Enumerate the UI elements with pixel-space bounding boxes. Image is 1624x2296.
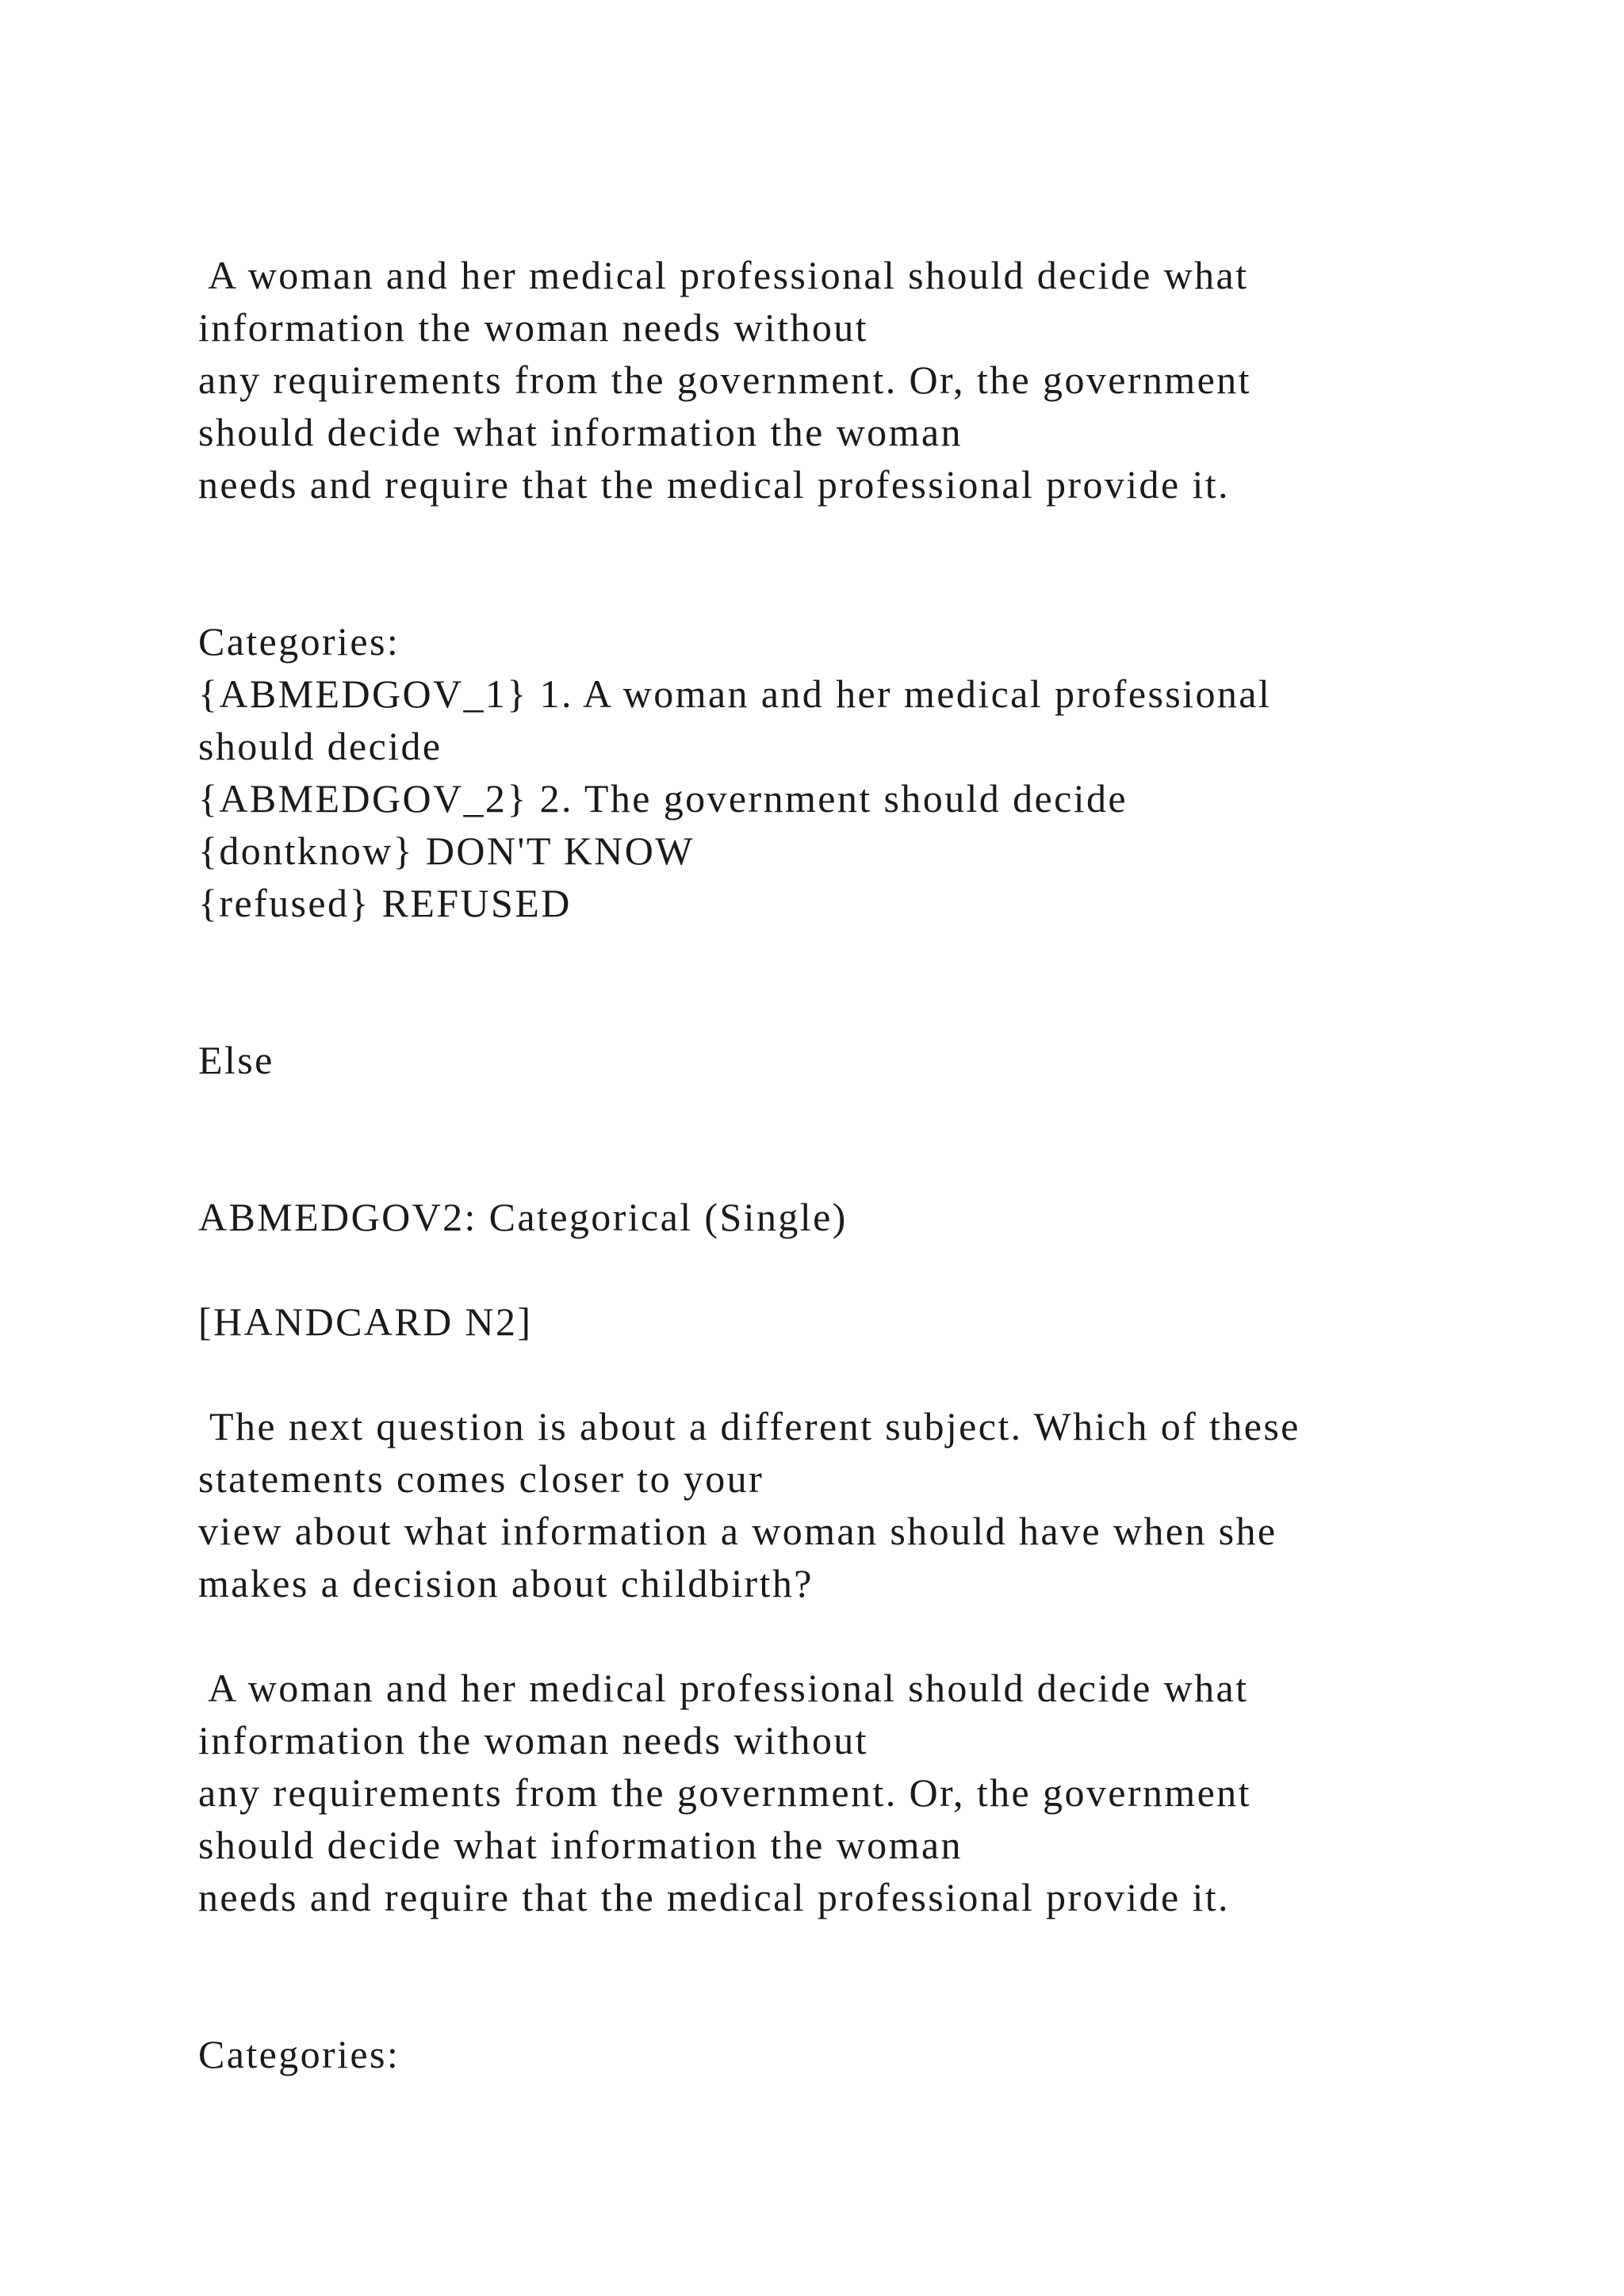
question-line: makes a decision about childbirth?	[198, 1561, 814, 1605]
statement-line: any requirements from the government. Or, the government	[198, 358, 1251, 402]
categories-label: Categories:	[198, 2032, 400, 2076]
category-line: should decide	[198, 724, 442, 768]
statement-line: any requirements from the government. Or, the government	[198, 1770, 1251, 1815]
category-line: {dontknow} DON'T KNOW	[198, 828, 695, 873]
statement-line: information the woman needs without	[198, 1718, 868, 1762]
variable-heading: ABMEDGOV2: Categorical (Single)	[198, 1195, 848, 1239]
statement-line: needs and require that the medical professional provide it.	[198, 1875, 1230, 1919]
category-line: {refused} REFUSED	[198, 881, 572, 925]
question-line: statements comes closer to your	[198, 1456, 764, 1501]
statement-line: information the woman needs without	[198, 305, 868, 350]
statement-line: should decide what information the woman	[198, 1823, 963, 1867]
statement-line: should decide what information the woman	[198, 410, 963, 454]
category-line: {ABMEDGOV_1} 1. A woman and her medical professional	[198, 672, 1272, 716]
statement-line: A woman and her medical professional should decide what	[198, 1666, 1249, 1710]
category-line: {ABMEDGOV_2} 2. The government should decide	[198, 776, 1128, 821]
handcard-label: [HANDCARD N2]	[198, 1299, 533, 1344]
statement-line: needs and require that the medical professional provide it.	[198, 462, 1230, 507]
statement-line: A woman and her medical professional should decide what	[198, 253, 1249, 297]
question-line: view about what information a woman should have when she	[198, 1509, 1277, 1553]
question-line: The next question is about a different subject. Which of these	[198, 1404, 1300, 1448]
else-label: Else	[198, 1038, 274, 1082]
categories-label: Categories:	[198, 619, 400, 664]
